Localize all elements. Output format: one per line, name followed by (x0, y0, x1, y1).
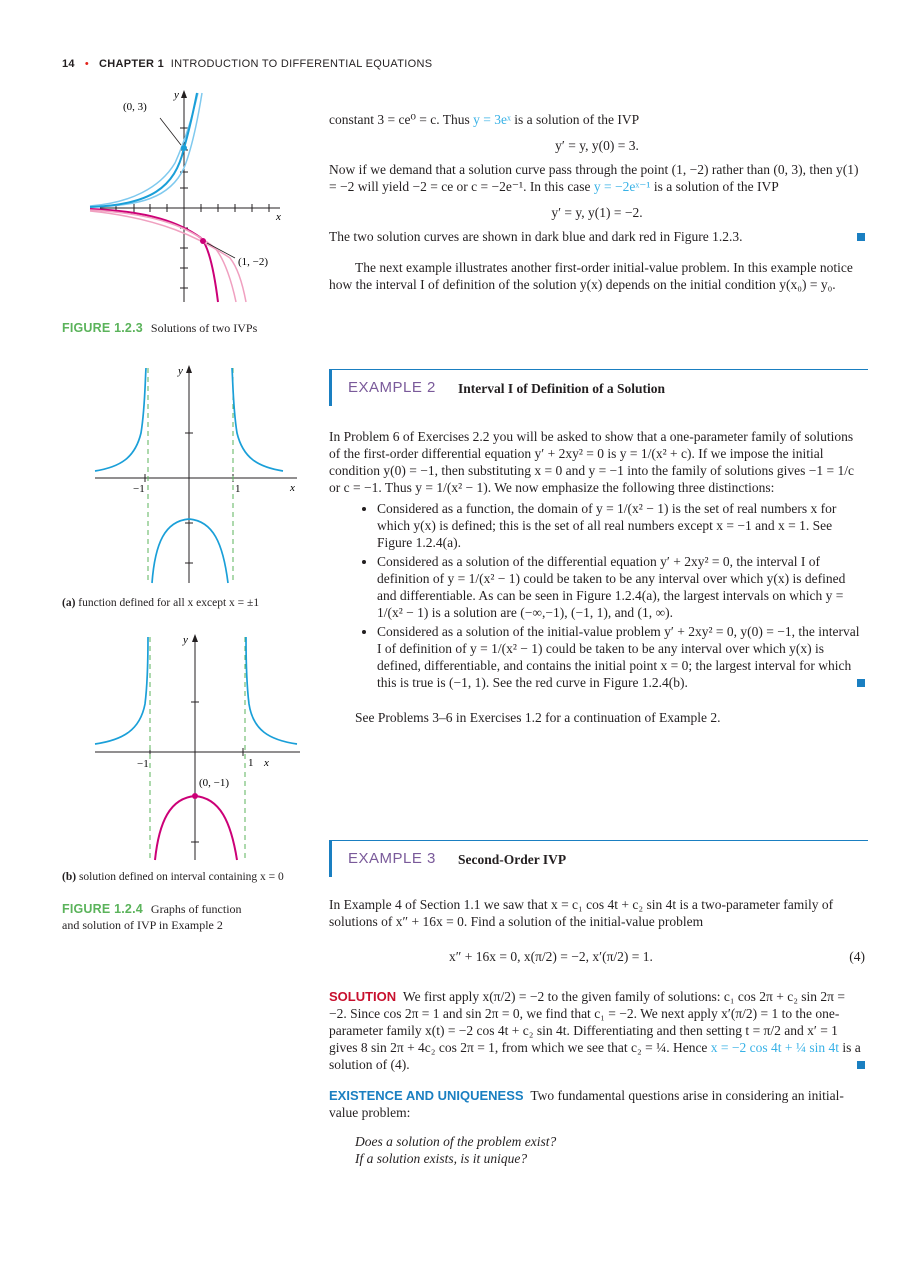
text: The two solution curves are shown in dark blue and dark red in Figure 1.2.3. (329, 229, 743, 244)
y-axis-arrow (186, 365, 192, 373)
right-branch (232, 368, 283, 471)
text: is a solution of the IVP (510, 112, 640, 127)
solution-label: SOLUTION (329, 989, 397, 1004)
distinctions-list (329, 500, 865, 691)
y-axis-label: y (183, 634, 188, 646)
blue-solution: y = 3eˣ (473, 112, 511, 127)
left-branch (95, 637, 148, 744)
example-title: Interval I of Definition of a Solution (458, 381, 666, 396)
figure-1-2-4a-caption (62, 597, 259, 609)
figure-1-2-3-caption (62, 319, 257, 337)
caption-text: solution defined on interval containing x = 0 (78, 871, 284, 883)
y-axis-label: y (174, 89, 179, 101)
light-red-curve-2 (90, 211, 246, 302)
paragraph-4: The next example illustrates another first-order initial-value problem. In this example notice how the interval I of definition of the solution y(x) depends on the initial condition y(x₀) = y₀. (329, 260, 853, 292)
tick-label-neg1: −1 (133, 483, 145, 495)
y-axis-arrow (181, 90, 187, 98)
point-label-1-neg2: (1, −2) (238, 256, 269, 268)
figure-caption: Solutions of two IVPs (150, 321, 258, 335)
equation-2: y′ = y, y(1) = −2. (551, 205, 643, 220)
question-2: If a solution exists, is it unique? (355, 1151, 528, 1166)
example-title: Second-Order IVP (458, 852, 567, 867)
running-header (62, 58, 432, 70)
y-axis-label: y (178, 365, 183, 377)
left-branch (95, 368, 146, 471)
caption-line1: Graphs of function (150, 902, 242, 916)
paragraph-3 (329, 228, 865, 245)
point-label-0-neg1: (0, −1) (199, 777, 230, 789)
example-2-body (329, 428, 865, 726)
equation-1: y′ = y, y(0) = 3. (555, 138, 639, 153)
example-3-header (329, 840, 868, 877)
page-number: 14 (62, 58, 75, 70)
paragraph-1 (329, 111, 865, 128)
see-problems: See Problems 3–6 in Exercises 1.2 for a continuation of Example 2. (355, 710, 721, 725)
figure-1-2-4b (85, 632, 310, 864)
question-1: Does a solution of the problem exist? (355, 1134, 557, 1149)
equation-number: (4) (849, 949, 865, 964)
tick-label-1: 1 (235, 483, 241, 495)
text: is a solution of (4). (329, 1040, 861, 1072)
caption-text: function defined for all x except x = ±1 (78, 597, 260, 609)
caption-bold: (b) (62, 871, 77, 883)
blue-solution: y = −2eˣ⁻¹ (593, 179, 651, 194)
list-item: • Considered as a function, the domain of y = 1/(x² − 1) is the set of real numbers x for which y(x) is defined; this is the set of all real numbers except x = −1 and x = 1. See Figure 1.2.4(a). (377, 500, 865, 551)
point-label-0-3: (0, 3) (123, 101, 147, 113)
figure-1-2-4-caption (62, 901, 307, 933)
caption-line2: and solution of IVP in Example 2 (62, 918, 223, 932)
text: Now if we demand that a solution curve pass through the point (1, −2) rather than (0, 3), then y(1) = −2 will yield −2 = ce or c = −2e⁻¹. In this case (329, 162, 859, 194)
x-axis-label: x (290, 482, 295, 494)
text: We first apply x(π/2) = −2 to the given family of solutions: c₁ cos 2π + c₂ sin 2π = −2. Since cos 2π = 1 and sin 2π = 0, we find that c₁ = −2. We next apply x′(π/2) = 1 to the one-parameter family x(t) = −2 cos 4t + c₂ sin 4t. Differentiating and then setting t = π/2 and x′ = 1 gives 8 sin 2π + 4c₂ cos 2π = 1, from which we see that c₂ = ¼. Hence (329, 989, 845, 1055)
point-1-neg2-marker (200, 238, 206, 244)
bullet-dot: • (84, 58, 89, 70)
example-tag: EXAMPLE 3 (348, 850, 436, 867)
equation-4-text: x″ + 16x = 0, x(π/2) = −2, x′(π/2) = 1. (449, 949, 653, 964)
text: Two fundamental questions arise in considering an initial-value problem: (329, 1088, 844, 1120)
example-2-intro: In Problem 6 of Exercises 2.2 you will be asked to show that a one-parameter family of solutions of the first-order differential equation y′ + 2xy² = 0 is y = 1/(x² + c). If we impose the initial condition y(0) = −1, then substituting x = 0 and y = −1 into the family of solutions gives −1 = 1/c or c = −1. Thus y = 1/(x² − 1). We now emphasize the following three distinctions: (329, 429, 855, 495)
end-of-example-square (857, 233, 865, 241)
text: Considered as a solution of the initial-value problem y′ + 2xy² = 0, y(0) = −1, the interval I of definition of y = 1/(x² − 1) could be taken to be any interval over which y(x) is defined, differentiable, and contains the initial point x = 0; the largest interval for which this is true is (−1, 1). See the red curve in Figure 1.2.4(b). (377, 624, 860, 690)
solution-paragraph (329, 988, 865, 1073)
example-2-header (329, 369, 868, 406)
paragraph-2 (329, 161, 865, 195)
list-item (377, 623, 865, 691)
chapter-title: INTRODUCTION TO DIFFERENTIAL EQUATIONS (170, 58, 433, 70)
right-branch (246, 637, 297, 744)
text: constant 3 = ce⁰ = c. Thus (329, 112, 474, 127)
leader-line-a (160, 118, 181, 145)
list-item: • Considered as a solution of the differential equation y′ + 2xy² = 0, the interval I of definition of y = 1/(x² − 1) could be taken to be any interval over which y(x) is defined and differentiable. As can be seen in Figure 1.2.4(a), the largest intervals on which y = 1/(x² − 1) is a solution are (−∞,−1), (−1, 1), and (1, ∞). (377, 553, 865, 621)
tick-label-1: 1 (248, 757, 254, 769)
example-3-intro: In Example 4 of Section 1.1 we saw that x = c₁ cos 4t + c₂ sin 4t is a two-parameter family of solutions of x″ + 16x = 0. Find a solution of the initial-value problem (329, 897, 834, 929)
existence-paragraph (329, 1087, 865, 1121)
tick-label-neg1: −1 (137, 758, 149, 770)
figure-1-2-4b-caption (62, 871, 284, 883)
chapter-label: CHAPTER 1 (99, 58, 165, 70)
figure-1-2-3 (80, 88, 305, 308)
red-solution-branch (155, 796, 237, 860)
example-3-body (329, 896, 865, 1167)
figure-label: FIGURE 1.2.3 (62, 321, 143, 335)
existence-label: EXISTENCE AND UNIQUENESS (329, 1088, 524, 1103)
x-axis-label: x (264, 757, 269, 769)
end-of-example-square (857, 679, 865, 687)
caption-bold: (a) (62, 597, 76, 609)
end-of-example-square (857, 1061, 865, 1069)
light-red-curve (90, 210, 236, 302)
y-axis-arrow (192, 634, 198, 642)
main-column-top (329, 111, 865, 293)
point-0-3-marker (181, 145, 187, 151)
middle-branch (152, 519, 228, 583)
figure-label: FIGURE 1.2.4 (62, 902, 143, 916)
blue-solution: x = −2 cos 4t + ¼ sin 4t (710, 1040, 840, 1055)
equation-4 (329, 938, 865, 978)
figure-1-2-4a (85, 363, 305, 588)
x-axis-label: x (276, 211, 281, 223)
text: is a solution of the IVP (650, 179, 779, 194)
point-0-neg1-marker (192, 793, 198, 799)
example-tag: EXAMPLE 2 (348, 379, 436, 396)
